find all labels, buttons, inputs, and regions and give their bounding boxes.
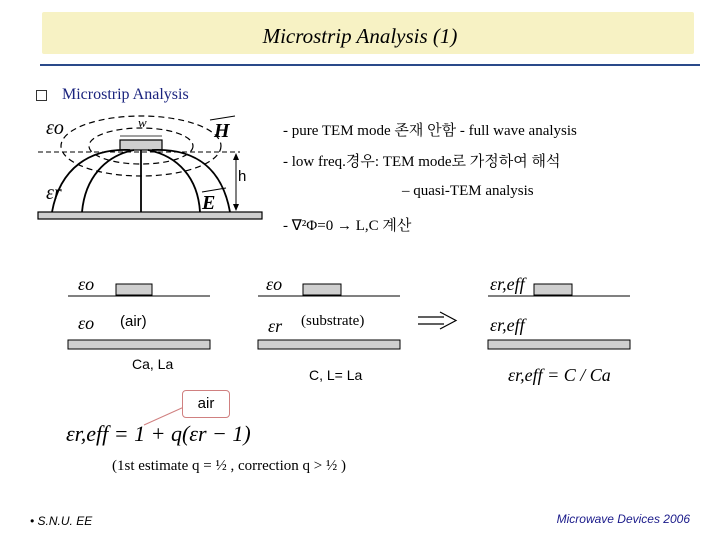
h-label: h	[238, 168, 247, 185]
slide-title: Microstrip Analysis (1)	[262, 24, 458, 48]
model2-eps-o: εo	[266, 274, 283, 294]
model1-ca-la: Ca, La	[132, 356, 174, 372]
e-field-label: E	[202, 192, 216, 214]
model1-eps-o-top: εo	[78, 274, 95, 294]
model2-substrate-label: (substrate)	[301, 313, 365, 329]
eps-reff-ratio-formula: εr,eff = C / Ca	[508, 365, 611, 385]
footer-course: Microwave Devices 2006	[556, 512, 690, 526]
model1-eps-o-bottom: εo	[78, 313, 95, 333]
note-line-3: – quasi-TEM analysis	[402, 183, 534, 199]
model3-eps-reff-bottom: εr,eff	[490, 315, 525, 335]
section-heading: Microstrip Analysis	[62, 86, 189, 103]
note-line-1: - pure TEM mode 존재 안함 - full wave analysis	[283, 123, 577, 139]
h-field-label: H	[214, 120, 230, 142]
eps-r-label: εr	[46, 182, 62, 204]
footer-affiliation: • S.N.U. EE	[30, 514, 93, 528]
model2-c-l: C, L= La	[309, 367, 363, 383]
model2-eps-r: εr	[268, 316, 283, 336]
bullet-icon	[36, 90, 47, 101]
air-callout: air	[182, 390, 230, 418]
model-diagrams	[60, 280, 700, 360]
microstrip-cross-section	[30, 108, 270, 228]
eps-o-label: εo	[46, 117, 64, 139]
model3-eps-reff-top: εr,eff	[490, 274, 525, 294]
estimate-note: (1st estimate q = ½ , correction q > ½ )	[112, 458, 346, 474]
w-label: w	[138, 115, 147, 130]
note-line-4: - ∇²Φ=0 → L,C 계산	[283, 218, 412, 234]
note-line-2: - low freq.경우: TEM mode로 가정하여 해석	[283, 154, 561, 170]
title-divider	[40, 64, 700, 66]
effective-permittivity-formula: εr,eff = 1 + q(εr − 1)	[66, 421, 251, 446]
model1-air-label: (air)	[120, 313, 147, 330]
